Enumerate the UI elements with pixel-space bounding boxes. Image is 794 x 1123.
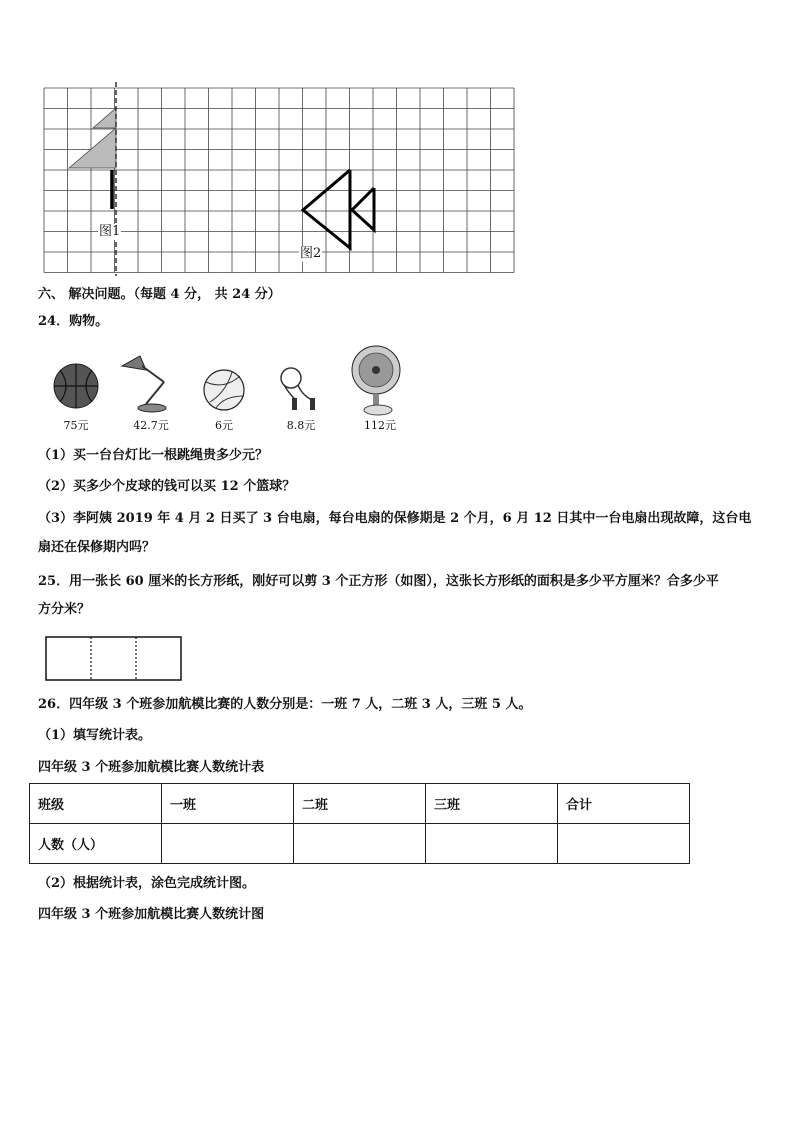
q25-line1: 25．用一张长 60 厘米的长方形纸，刚好可以剪 3 个正方形（如图），这张长方形纸的面积是多少平方厘米？合多少平 [38,574,719,589]
figure2-small-triangle [352,188,374,230]
statistics-table [29,783,690,864]
q24-sub1: （1）买一台台灯比一根跳绳贵多少元？ [38,448,269,463]
table-header-cell: 班级 [30,784,162,824]
q26-intro: 26．四年级 3 个班参加航模比赛的人数分别是：一班 7 人，二班 3 人，三班 5 人。 [38,697,532,712]
q26-table-title: 四年级 3 个班参加航模比赛人数统计表 [38,760,265,775]
q24-sub3-line1: （3）李阿姨 2019 年 4 月 2 日买了 3 台电扇，每台电扇的保修期是 2 个月，6 月 12 日其中一台电扇出现故障，这台电 [38,511,752,526]
table-header-cell: 二班 [294,784,426,824]
table-row-label: 人数（人） [30,824,162,864]
table-header-cell: 一班 [162,784,294,824]
price-desk-lamp: 42.7元 [133,419,169,432]
shaded-triangle-bottom [69,128,116,168]
basketball-icon [54,364,98,408]
table-input-cell[interactable] [558,824,690,864]
q26-sub2: （2）根据统计表，涂色完成统计图。 [38,876,256,891]
q24-title: 24．购物。 [38,314,109,329]
price-electric-fan: 112元 [364,419,396,432]
table-row [30,824,690,864]
table-header-cell: 合计 [558,784,690,824]
desk-lamp-icon [122,356,166,412]
shaded-triangle-top [93,108,116,128]
table-input-cell[interactable] [426,824,558,864]
price-basketball: 75元 [63,419,89,432]
electric-fan-icon [352,346,400,415]
q24-sub2: （2）买多少个皮球的钱可以买 12 个篮球？ [38,479,296,494]
q26-chart-title: 四年级 3 个班参加航模比赛人数统计图 [38,907,265,922]
table-header-cell: 三班 [426,784,558,824]
q26-sub1: （1）填写统计表。 [38,728,152,743]
q25-line2: 方分米？ [38,602,91,617]
table-header-row [30,784,690,824]
grid-lines [44,88,514,273]
paper-rectangle [46,637,181,680]
volleyball-icon [204,370,244,410]
section-header: 六、 解决问题。（每题 4 分， 共 24 分） [38,287,281,302]
figure2-label: 图2 [300,246,322,261]
figure2-big-triangle [303,170,350,248]
price-jump-rope: 8.8元 [286,419,316,432]
q24-sub3-line2: 扇还在保修期内吗？ [38,540,156,555]
figure1-label: 图1 [99,224,121,239]
price-volleyball: 6元 [215,419,233,432]
table-input-cell[interactable] [162,824,294,864]
jump-rope-icon [281,368,315,410]
table-input-cell[interactable] [294,824,426,864]
